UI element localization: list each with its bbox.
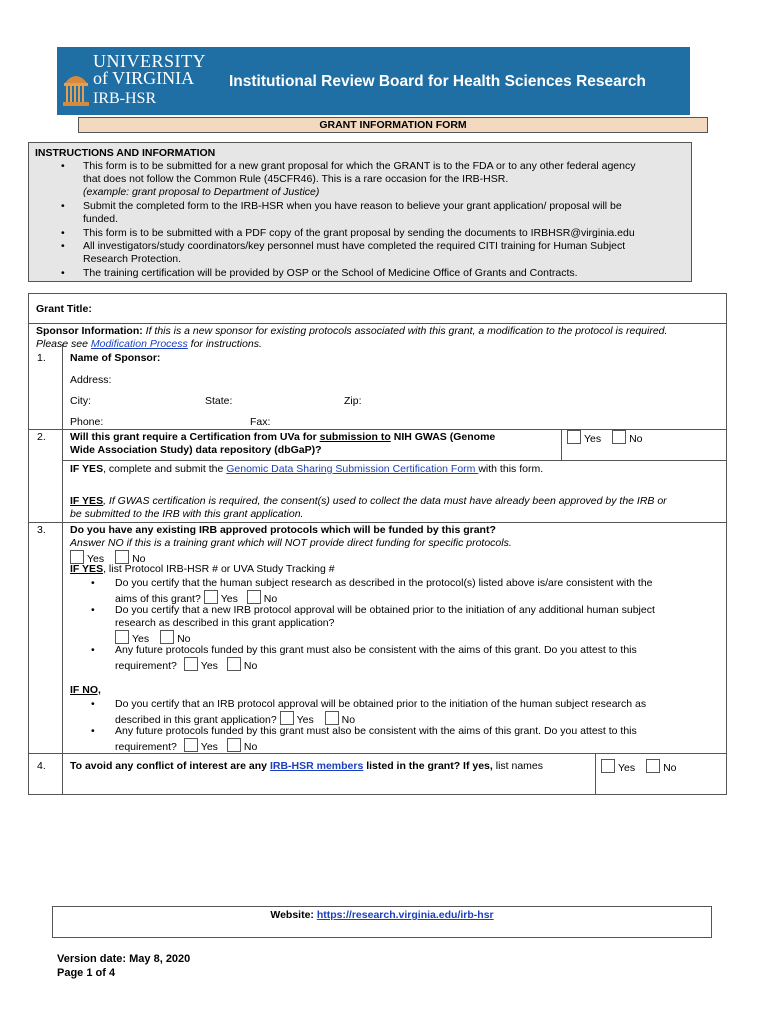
q3-n2-yes-checkbox[interactable] [184, 738, 198, 752]
q2-yes-checkbox[interactable] [567, 430, 581, 444]
website-link[interactable]: https://research.virginia.edu/irb-hsr [316, 909, 494, 921]
fax-label: Fax: [250, 416, 271, 428]
q2-answer: Yes No [567, 430, 643, 446]
university-wordmark-line2: of VIRGINIA [93, 68, 195, 88]
city-label: City: [70, 395, 91, 407]
question-2-text-line2: Wide Association Study) data repository (dbGaP)? [70, 444, 322, 456]
modification-process-link[interactable]: Modification Process [90, 338, 188, 350]
page-number: Page 1 of 4 [57, 967, 116, 979]
question-3-text: Do you have any existing IRB approved protocols which will be funded by this grant? [70, 524, 496, 536]
q4-answer: Yes No [601, 759, 677, 775]
q2-if-yes-instruction: IF YES, complete and submit the Genomic Data Sharing Submission Certification Form with this form. [70, 463, 544, 475]
bullet: • [91, 577, 95, 589]
q3-no-item-1: Do you certify that an IRB protocol approval will be obtained prior to the initiation of the human subject research as [115, 698, 647, 710]
bullet: • [91, 604, 95, 616]
q2-if-yes-note: IF YES, If GWAS certification is required, the consent(s) used to collect the data must have already been approved by the IRB or [70, 495, 667, 507]
version-date: Version date: May 8, 2020 [57, 953, 191, 965]
header-banner [57, 47, 690, 115]
instructions-box: INSTRUCTIONS AND INFORMATION • This form is to be submitted for a new grant proposal for which the GRANT is to the FDA or to any other federal agency that does not follow the Common Rule (45CFR46). This is a rare occasion for the IRB-HSR. (example: grant proposal to Department of Justice) • Submit the completed form to the IRB-HSR when you have reason to believe your grant application/ proposal will be funded. • This form is to be submitted with a PDF copy of the grant proposal by sending the documents to IRBHSR@virginia.edu • All investigators/study coordinators/key personnel must have completed the required CITI training for Human Subject Research Protection. • The training certification will be provided by OSP or the School of Medicine Office of Grants and Contracts. [28, 142, 692, 282]
question-1-number: 1. [37, 352, 46, 364]
q4-no-checkbox[interactable] [646, 759, 660, 773]
board-title: Institutional Review Board for Health Sciences Research [229, 73, 646, 90]
q3-no-item-2-line2: requirement? Yes No [115, 738, 257, 754]
q3-y2-no-checkbox[interactable] [160, 630, 174, 644]
q3-answer: Yes No [70, 550, 146, 566]
q3-no-item-2: Any future protocols funded by this grant must also be consistent with the aims of this grant. Do you attest to this [115, 725, 637, 737]
q3-no-item-1-line2: described in this grant application? Yes No [115, 711, 355, 727]
zip-label: Zip: [344, 395, 362, 407]
q3-n1-no-checkbox[interactable] [325, 711, 339, 725]
q2-if-yes-note-line2: be submitted to the IRB with this grant application. [70, 508, 304, 520]
sponsor-info: Sponsor Information: If this is a new sponsor for existing protocols associated with this grant, a modification to the protocol is required. [36, 325, 668, 337]
state-label: State: [205, 395, 233, 407]
q3-yes-checkbox[interactable] [70, 550, 84, 564]
bullet: • [91, 725, 95, 737]
address-label: Address: [70, 374, 112, 386]
gds-certification-form-link[interactable]: Genomic Data Sharing Submission Certification Form [226, 463, 479, 475]
phone-label: Phone: [70, 416, 104, 428]
question-4-text: To avoid any conflict of interest are any IRB-HSR members listed in the grant? If yes, list names [70, 760, 544, 772]
q3-y1-yes-checkbox[interactable] [204, 590, 218, 604]
bullet: • [91, 698, 95, 710]
form-title: GRANT INFORMATION FORM [78, 117, 708, 133]
university-wordmark-line1: UNIVERSITY [93, 51, 206, 71]
q3-yes-item-2: Do you certify that a new IRB protocol approval will be obtained prior to the initiation of any additional human subject [115, 604, 655, 616]
q3-yes-item-2-line2: research as described in this grant application? [115, 617, 335, 629]
bullet: • [91, 644, 95, 656]
q2-no-checkbox[interactable] [612, 430, 626, 444]
sponsor-info-line2: Please see Modification Process for instructions. [36, 338, 262, 350]
q3-y3-no-checkbox[interactable] [227, 657, 241, 671]
irb-hsr-wordmark: IRB-HSR [93, 90, 157, 107]
question-2-number: 2. [37, 431, 46, 443]
grant-form-table [28, 293, 727, 795]
q3-yes-item-1-line2: aims of this grant? Yes No [115, 590, 277, 606]
instructions-heading: INSTRUCTIONS AND INFORMATION [35, 147, 216, 159]
question-2-text: Will this grant require a Certification from UVa for submission to NIH GWAS (Genome [70, 431, 496, 443]
rotunda-logo-icon [63, 67, 89, 107]
sponsor-name-label: Name of Sponsor: [70, 352, 161, 364]
q3-y2-answer: Yes No [115, 630, 191, 646]
q3-yes-item-3: Any future protocols funded by this grant must also be consistent with the aims of this grant. Do you attest to this [115, 644, 637, 656]
q4-yes-checkbox[interactable] [601, 759, 615, 773]
q3-n1-yes-checkbox[interactable] [280, 711, 294, 725]
grant-title-label: Grant Title: [36, 303, 92, 315]
q3-yes-item-3-line2: requirement? Yes No [115, 657, 257, 673]
q3-n2-no-checkbox[interactable] [227, 738, 241, 752]
q3-no-checkbox[interactable] [115, 550, 129, 564]
q3-if-no-label: IF NO, [70, 684, 101, 696]
q3-y3-yes-checkbox[interactable] [184, 657, 198, 671]
question-4-number: 4. [37, 760, 46, 772]
q3-if-yes-label: IF YES, list Protocol IRB-HSR # or UVA Study Tracking # [70, 563, 335, 575]
website-box: Website: https://research.virginia.edu/irb-hsr [52, 906, 712, 938]
irb-hsr-members-link[interactable]: IRB-HSR members [269, 760, 364, 772]
q3-y1-no-checkbox[interactable] [247, 590, 261, 604]
question-3-number: 3. [37, 524, 46, 536]
question-3-note: Answer NO if this is a training grant which will NOT provide direct funding for specific protocols. [70, 537, 512, 549]
q3-y2-yes-checkbox[interactable] [115, 630, 129, 644]
q3-yes-item-1: Do you certify that the human subject research as described in the protocol(s) listed above is/are consistent with the [115, 577, 653, 589]
